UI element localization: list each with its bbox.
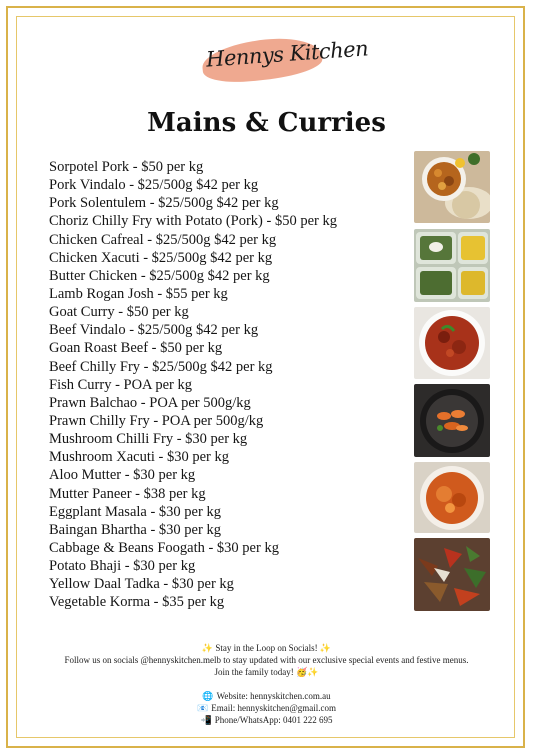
phone-icon: 📲	[200, 715, 212, 725]
red-curry-bowl-photo	[414, 307, 490, 379]
email-link[interactable]: Email: hennyskitchen@gmail.com	[211, 703, 336, 713]
socials-body: Follow us on socials @hennyskitchen.melb to stay updated with our exclusive special events and festive menus.	[64, 655, 469, 665]
menu-item: Baingan Bhartha - $30 per kg	[49, 521, 221, 538]
email-line	[0, 702, 533, 714]
menu-item: Mushroom Chilli Fry - $30 per kg	[49, 431, 248, 448]
menu-item: Choriz Chilly Fry with Potato (Pork) - $50 per kg	[49, 213, 337, 230]
menu-item: Sorpotel Pork - $50 per kg	[49, 159, 204, 175]
chicken-curry-bowl-photo	[414, 462, 490, 533]
menu-item: Beef Chilly Fry - $25/500g $42 per kg	[49, 358, 273, 375]
menu-item: Chicken Xacuti - $25/500g $42 per kg	[49, 249, 273, 266]
menu-item: Eggplant Masala - $30 per kg	[49, 503, 221, 520]
menu-item: Goan Roast Beef - $50 per kg	[49, 340, 223, 357]
website-line	[0, 690, 533, 702]
socials-heading: ✨ Stay in the Loop on Socials! ✨	[201, 643, 332, 653]
menu-item: Potato Bhaji - $30 per kg	[49, 558, 196, 575]
curry-with-rice-photo	[414, 151, 490, 223]
menu-item: Aloo Mutter - $30 per kg	[49, 467, 196, 484]
page-title: Mains & Curries	[147, 108, 386, 138]
green-curry-trays-photo	[414, 229, 490, 302]
socials-join: Join the family today! 🥳✨	[214, 667, 319, 677]
email-icon: 📧	[197, 703, 209, 713]
prawn-pan-photo	[414, 384, 490, 457]
phone-line	[0, 714, 533, 726]
phone-number[interactable]: Phone/WhatsApp: 0401 222 695	[214, 715, 333, 725]
menu-item: Fish Curry - POA per kg	[49, 376, 192, 393]
website-link[interactable]: Website: hennyskitchen.com.au	[216, 691, 331, 701]
menu-item: Butter Chicken - $25/500g $42 per kg	[49, 267, 270, 284]
menu-item: Pork Solentulem - $25/500g $42 per kg	[49, 195, 279, 212]
menu-item: Goat Curry - $50 per kg	[49, 304, 189, 321]
menu-item: Beef Vindalo - $25/500g $42 per kg	[49, 322, 259, 339]
logo-text: Hennys Kitchen	[205, 36, 369, 72]
menu-item: Mushroom Xacuti - $30 per kg	[49, 449, 230, 466]
menu-item: Pork Vindalo - $25/500g $42 per kg	[49, 177, 259, 194]
menu-item: Lamb Rogan Josh - $55 per kg	[49, 285, 228, 302]
menu-item: Chicken Cafreal - $25/500g $42 per kg	[49, 231, 277, 248]
hennys-kitchen-logo	[196, 26, 369, 90]
menu-item: Prawn Balchao - POA per 500g/kg	[49, 394, 251, 411]
menu-item: Mutter Paneer - $38 per kg	[49, 485, 206, 502]
menu-item: Vegetable Korma - $35 per kg	[49, 594, 225, 611]
menu-item: Yellow Daal Tadka - $30 per kg	[49, 576, 234, 593]
menu-item: Prawn Chilly Fry - POA per 500g/kg	[49, 412, 264, 429]
globe-icon: 🌐	[202, 691, 214, 701]
menu-item: Cabbage & Beans Foogath - $30 per kg	[49, 539, 279, 556]
stir-fry-platter-photo	[414, 538, 490, 611]
menu-list	[49, 158, 337, 612]
